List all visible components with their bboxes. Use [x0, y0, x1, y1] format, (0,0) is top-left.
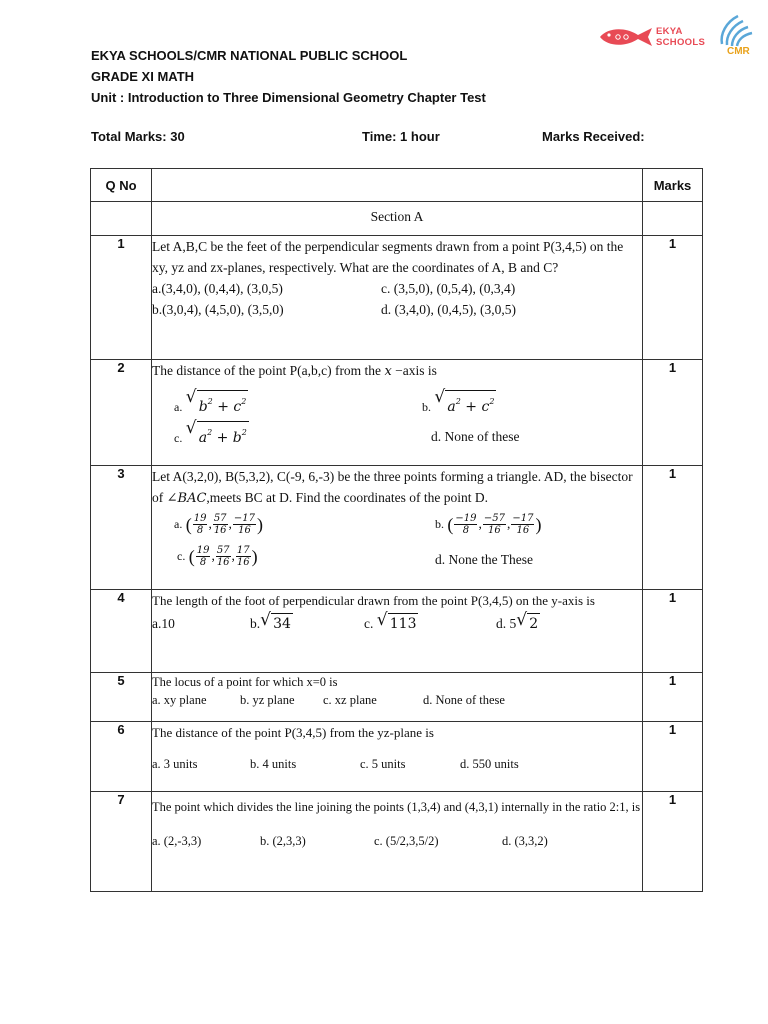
- option-d: d. 550 units: [460, 757, 519, 771]
- option-b: b. √ $a^2 + c^2$: [422, 390, 496, 418]
- section-row: [91, 202, 703, 236]
- question-text: The distance of the point P(3,4,5) from the yz-plane is: [152, 725, 434, 740]
- option-d: d. None of these: [431, 429, 520, 444]
- question-marks: 1: [643, 466, 703, 590]
- cmr-wings-icon: [712, 14, 756, 48]
- question-text: Let A,B,C be the feet of the perpendicular segments drawn from a point P(3,4,5) on the xy, yz and zx-planes, respectively. What are the coordinates of A, B and C?: [152, 239, 624, 275]
- question-cell: [152, 590, 643, 673]
- table-row: [91, 673, 703, 722]
- option-c: c. ( $\frac{19}{8}$ , $\frac{57}{16}$ , $\frac{17}{16}$ ): [177, 545, 258, 569]
- option-a: a. (2,-3,3): [152, 834, 202, 848]
- option-a: a.(3,4,0), (0,4,4), (3,0,5): [152, 281, 283, 296]
- question-header: [152, 169, 643, 202]
- cmr-logo-text: CMR: [727, 46, 750, 57]
- square-root: √ $a^2 + b^2$: [186, 421, 249, 449]
- option-b: b. ( $\frac{-19}{8}$ , $\frac{-57}{16}$ , $\frac{-17}{16}$ ): [435, 513, 542, 537]
- option-c: c. √ $a^2 + b^2$: [174, 421, 249, 449]
- option-a: a. ( $\frac{19}{8}$ , $\frac{57}{16}$ , $\frac{-17}{16}$ ): [174, 513, 264, 537]
- question-marks: 1: [643, 673, 703, 722]
- cmr-logo: [712, 14, 756, 62]
- grade-subject: GRADE XI MATH: [91, 69, 195, 84]
- question-number: 2: [91, 360, 152, 466]
- ekya-logo-line2: SCHOOLS: [656, 37, 706, 48]
- option-d: d. None of these: [423, 693, 505, 707]
- unit-title: Introduction to Three Dimensional Geometry Chapter Test: [127, 90, 486, 105]
- marks-received: Marks Received:: [542, 129, 645, 144]
- square-root: √ $b^2 + c^2$: [186, 390, 249, 418]
- option-d: d. (3,3,2): [502, 834, 548, 848]
- question-cell: [152, 236, 643, 360]
- table-row: [91, 792, 703, 892]
- question-text: Let A(3,2,0), B(5,3,2), C(-9, 6,-3) be the three points forming a triangle. AD, the bisector of ∠BAC,meets BC at D. Find the coordinates of the point D.: [152, 469, 633, 506]
- option-c: c. 5 units: [360, 757, 406, 771]
- option-b: b.(3,0,4), (4,5,0), (3,5,0): [152, 302, 284, 317]
- option-b: b. √ 34: [250, 613, 293, 635]
- option-a: a. √ $b^2 + c^2$: [174, 390, 248, 418]
- question-marks: 1: [643, 236, 703, 360]
- question-cell: [152, 792, 643, 892]
- option-c: c. √ 113: [364, 613, 418, 635]
- marks-header: Marks: [643, 169, 703, 202]
- option-b: b. 4 units: [250, 757, 297, 771]
- question-cell: [152, 360, 643, 466]
- table-row: [91, 722, 703, 792]
- table-row: [91, 466, 703, 590]
- question-text: The locus of a point for which x=0 is: [152, 675, 338, 689]
- option-d: d. (3,4,0), (0,4,5), (3,0,5): [381, 302, 516, 317]
- unit-line: [91, 90, 486, 105]
- option-a: a. 3 units: [152, 757, 198, 771]
- question-number: 5: [91, 673, 152, 722]
- unit-label: Unit :: [91, 90, 128, 105]
- qno-header: Q No: [91, 169, 152, 202]
- option-a: a.10: [152, 616, 175, 631]
- table-row: [91, 360, 703, 466]
- school-name: EKYA SCHOOLS/CMR NATIONAL PUBLIC SCHOOL: [91, 48, 408, 63]
- option-d: d. None the These: [435, 552, 533, 567]
- time-allowed: Time: 1 hour: [362, 129, 440, 144]
- question-cell: [152, 673, 643, 722]
- question-text: The point which divides the line joining the points (1,3,4) and (4,3,1) internally in the ratio 2:1, is: [152, 800, 641, 814]
- ekya-schools-logo: [598, 24, 706, 52]
- question-cell: [152, 722, 643, 792]
- option-a: a. xy plane: [152, 693, 207, 707]
- option-c: c. xz plane: [323, 693, 377, 707]
- option-d: d. 5 √ 2: [496, 613, 540, 635]
- question-table: [90, 168, 703, 892]
- question-marks: 1: [643, 590, 703, 673]
- question-number: 3: [91, 466, 152, 590]
- ekya-logo-line1: EKYA: [656, 26, 683, 37]
- question-marks: 1: [643, 360, 703, 466]
- total-marks: Total Marks: 30: [91, 129, 185, 144]
- table-header-row: [91, 169, 703, 202]
- option-b: b. (2,3,3): [260, 834, 306, 848]
- question-number: 7: [91, 792, 152, 892]
- square-root: √ $a^2 + c^2$: [434, 390, 496, 418]
- question-marks: 1: [643, 722, 703, 792]
- question-number: 6: [91, 722, 152, 792]
- option-c: c. (3,5,0), (0,5,4), (0,3,4): [381, 281, 516, 296]
- question-marks: 1: [643, 792, 703, 892]
- option-b: b. yz plane: [240, 693, 295, 707]
- question-number: 4: [91, 590, 152, 673]
- question-text: The length of the foot of perpendicular drawn from the point P(3,4,5) on the y-axis is: [152, 593, 595, 608]
- question-cell: [152, 466, 643, 590]
- table-row: [91, 236, 703, 360]
- question-text: The distance of the point P(a,b,c) from the x −axis is: [152, 363, 437, 379]
- table-row: [91, 590, 703, 673]
- section-title: Section A: [152, 202, 643, 236]
- fish-logo-icon: [598, 24, 654, 50]
- option-c: c. (5/2,3,5/2): [374, 834, 439, 848]
- question-number: 1: [91, 236, 152, 360]
